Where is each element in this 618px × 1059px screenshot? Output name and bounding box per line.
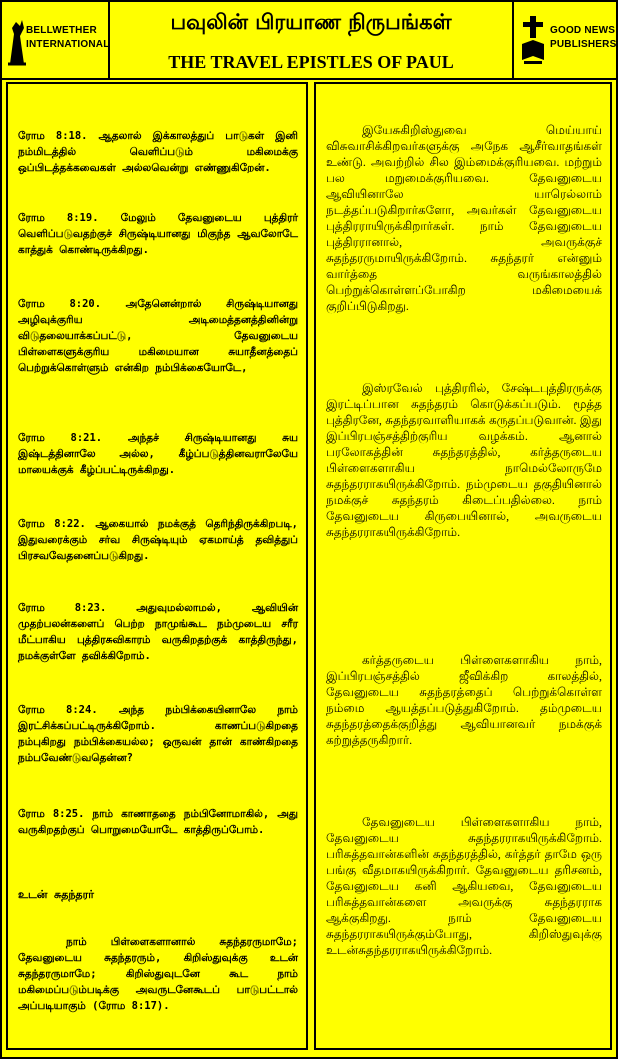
header <box>2 2 616 80</box>
verse-rom-8-21: ரோம 8:21. அந்தச் சிருஷ்டியானது சுய இஷ்டத்தினாலே அல்ல, கீழ்ப்படுத்தினவராலேயே மாயைக்குக் கீழ்ப்பட்டிருக்கிறது. <box>18 432 298 476</box>
logo-right-line2: PUBLISHERS <box>550 39 617 50</box>
good-news-logo <box>512 2 616 78</box>
page-title-english: THE TRAVEL EPISTLES OF PAUL <box>168 52 454 72</box>
section-heading: உடன் சுதந்தரர் <box>18 888 95 901</box>
right-paragraph-4: தேவனுடைய பிள்ளைகளாகிய நாம், தேவனுடைய சுதந்தரராகயிருக்கிறோம். பரிசுத்தவான்களின் சுதந்தரத்தில், கர்த்தர் தாமே ஒரு பங்கு வீதமாகயிருக்கிறார். தேவனுடைய தரிசனம், தேவனுடைய கனி ஆகியவை, தேவனுடைய பரிசுத்தவான்களை அவருக்கு சுதந்தரராக ஆக்குகிறது. நாம் தேவனுடைய சுதந்தரராகயிருக்கும்போது, கிறிஸ்துவுக்கு உடன்சுதந்தரராகயிருக்கிறோம். <box>326 815 602 957</box>
verse-rom-8-20: ரோம 8:20. அதேனென்றால் சிருஷ்டியானது அழிவுக்குரிய அடிமைத்தனத்தினின்று விடுதலையாக்கப்பட்டு, தேவனுடைய பிள்ளைகளுக்குரிய மகிமையான சுயாதீனத்தைப் பெற்றுக்கொள்ளும் என்கிற நம்பிக்கையோடே, <box>18 298 298 374</box>
verse-rom-8-19: ரோம 8:19. மேலும் தேவனுடைய புத்திரர் வெளிப்படுவதற்குச் சிருஷ்டியானது மிகுந்த ஆவலோடே காத்துக் கொண்டிருக்கிறது. <box>18 212 298 256</box>
logo-left-line1: BELLWETHER <box>26 25 97 36</box>
right-paragraph-3: கர்த்தருடைய பிள்ளைகளாகிய நாம், இப்பிரபஞ்சத்தில் ஜீவிக்கிற காலத்தில், தேவனுடைய சுதந்தரத்தைப் பெற்றுக்கொள்ள நம்மை ஆயத்தப்படுத்துகிறோம். தம்முடைய சுதந்தரத்தைக்குறித்து ஆவியானவர் நமக்குக் கற்றுத்தருகிறார். <box>326 653 602 747</box>
right-column <box>314 82 612 1050</box>
title-block <box>110 2 512 78</box>
ram-icon <box>6 14 28 66</box>
page-title-tamil: பவுலின் பிரயாண நிருபங்கள் <box>170 10 452 34</box>
cross-book-icon <box>520 14 546 66</box>
left-column <box>6 82 308 1050</box>
bellwether-logo <box>2 2 110 78</box>
verse-rom-8-25: ரோம 8:25. நாம் காணாததை நம்பினோமாகில், அது வருகிறதற்குப் பொறுமையோடே காத்திருப்போம். <box>18 808 298 836</box>
logo-left-line2: INTERNATIONAL <box>26 39 110 50</box>
verse-rom-8-24: ரோம 8:24. அந்த நம்பிக்கையினாலே நாம் இரட்சிக்கப்பட்டிருக்கிறோம். காணப்படுகிறதை நம்புகிறது நம்பிக்கையல்ல; ஒருவன் தான் காண்கிறதை நம்பவேண்டுவதென்ன? <box>18 704 298 764</box>
right-paragraph-1: இயேசுகிறிஸ்துவை மெய்யாய் விசுவாசிக்கிறவர்களுக்கு அநேக ஆசீர்வாதங்கள் உண்டு. அவற்றில் சில இம்மைக்குரியவை. மற்றும் பல மறுமைக்குரியவை. தேவனுடைய ஆவியினாலே யாரெல்லாம் நடத்தப்படுகிறார்களோ, அவர்கள் தேவனுடைய புத்திரராயிருக்கிறார்கள். நாம் தேவனுடைய புத்திரரானால், அவருக்குச் சுதந்தரருமாயிருக்கிறோம். சுதந்தரர் என்னும் வார்த்தை வருங்காலத்தில் பெற்றுக்கொள்ளப்போகிற மகிமையைக் குறிப்பிடுகிறது. <box>326 123 602 313</box>
verse-rom-8-23: ரோம 8:23. அதுவுமல்லாமல், ஆவியின் முதற்பலன்களைப் பெற்ற நாமுங்கூட நம்முடைய சரீர மீட்பாகிய புத்திரசுவிகாரம் வருகிறதற்குக் காத்திருந்து, நமக்குள்ளே தவிக்கிறோம். <box>18 602 298 662</box>
closing-paragraph: நாம் பிள்ளைகளானால் சுதந்தரருமாமே; தேவனுடைய சுதந்தரரும், கிறிஸ்துவுக்கு உடன் சுதந்தரருமாமே; கிறிஸ்துவுடனே கூட நாம் மகிமைப்படும்படிக்கு அவருடனேகூடப் பாடுபட்டால் அப்படியாகும் (ரோம 8:17). <box>18 936 298 1012</box>
verse-rom-8-18: ரோம 8:18. ஆதலால் இக்காலத்துப் பாடுகள் இனி நம்மிடத்தில் வெளிப்படும் மகிமைக்கு ஒப்பிடத்தக்கவைகள் அல்லவென்று எண்ணுகிறேன். <box>18 130 298 174</box>
verse-rom-8-22: ரோம 8:22. ஆகையால் நமக்குத் தெரிந்திருக்கிறபடி, இதுவரைக்கும் சர்வ சிருஷ்டியும் ஏகமாய்த் தவித்துப் பிரசவவேதனைப்படுகிறது. <box>18 518 298 562</box>
logo-right-line1: GOOD NEWS <box>550 25 616 36</box>
right-paragraph-2: இஸ்ரவேல் புத்திரரில், சேஷ்டபுத்திரருக்கு இரட்டிப்பான சுதந்தரம் கொடுக்கப்படும். மூத்த புத்திரனே, சுதந்தரவாளியாகக் கருதப்படுவான். இது இப்பிரபஞ்சத்திற்குரிய வழக்கம். ஆனால் பரலோகத்தின் சுதந்தரத்தில், கர்த்தருடைய பிள்ளைகளாகிய நாமெல்லோருமே சுதந்தரராகயிருக்கிறோம். நம்முடைய தகுதியினால் நமக்குச் சுதந்தரம் கிடைப்பதில்லை. நாம் தேவனுடைய கிருபையினால், அவருடைய சுதந்தரராகயிருக்கிறோம். <box>326 381 602 539</box>
